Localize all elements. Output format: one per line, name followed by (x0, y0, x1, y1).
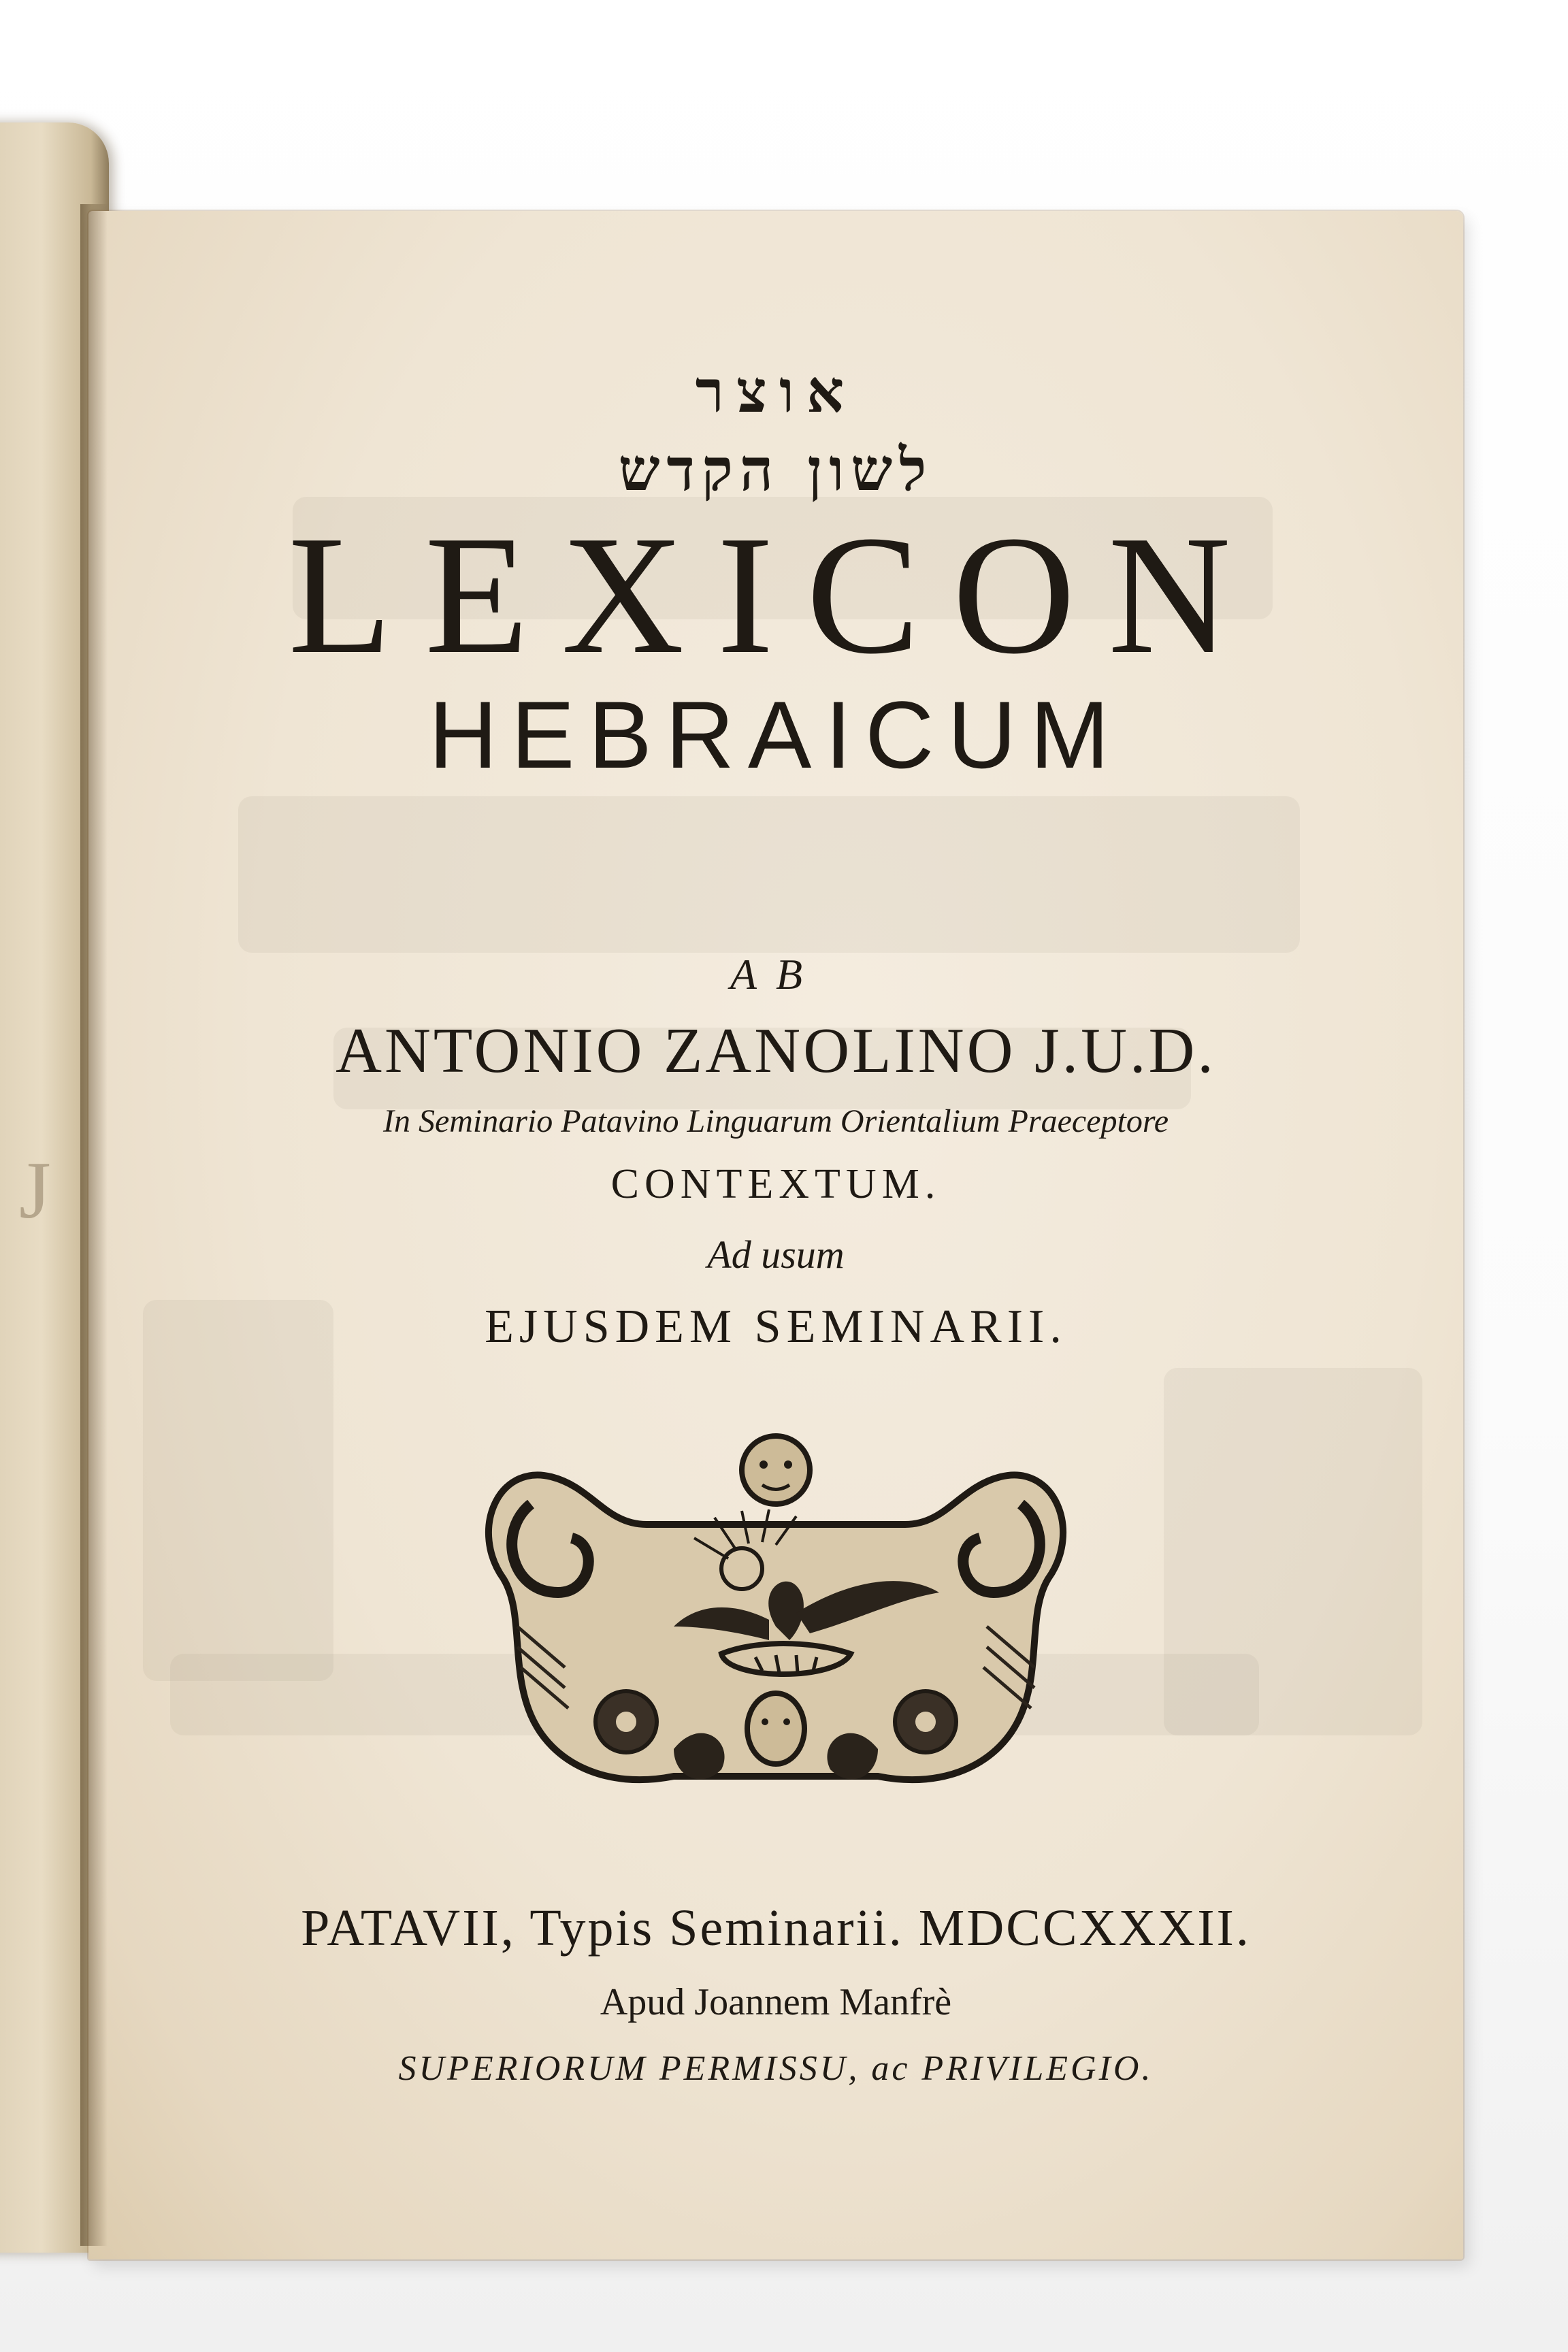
imprint-place-date: PATAVII, Typis Seminarii. MDCCXXXII. (301, 1899, 1251, 1957)
hebrew-title-line-1: אוצר (695, 357, 857, 426)
ad-usum-line: Ad usum (707, 1232, 845, 1277)
left-page-ghost-mark: J (19, 1145, 51, 1235)
main-title: LEXICON (288, 501, 1264, 689)
title-page (88, 211, 1463, 2259)
author-position: In Seminario Patavino Linguarum Orientalium Praeceptore (382, 1103, 1169, 1139)
gutter-shadow (80, 204, 108, 2246)
contextum-line: CONTEXTUM. (610, 1161, 941, 1207)
author-name: ANTONIO ZANOLINO J.U.D. (336, 1015, 1216, 1086)
subtitle: HEBRAICUM (428, 681, 1124, 788)
hebrew-title-line-2: לשון הקדש (618, 436, 934, 504)
imprint-printer: Apud Joannem Manfrè (600, 1981, 952, 2023)
imprint-privilege: SUPERIORUM PERMISSU, ac PRIVILEGIO. (398, 2049, 1154, 2088)
printers-device-icon (470, 1422, 1082, 1803)
ab-line: AB (730, 950, 822, 998)
seminary-line: EJUSDEM SEMINARII. (485, 1301, 1067, 1353)
